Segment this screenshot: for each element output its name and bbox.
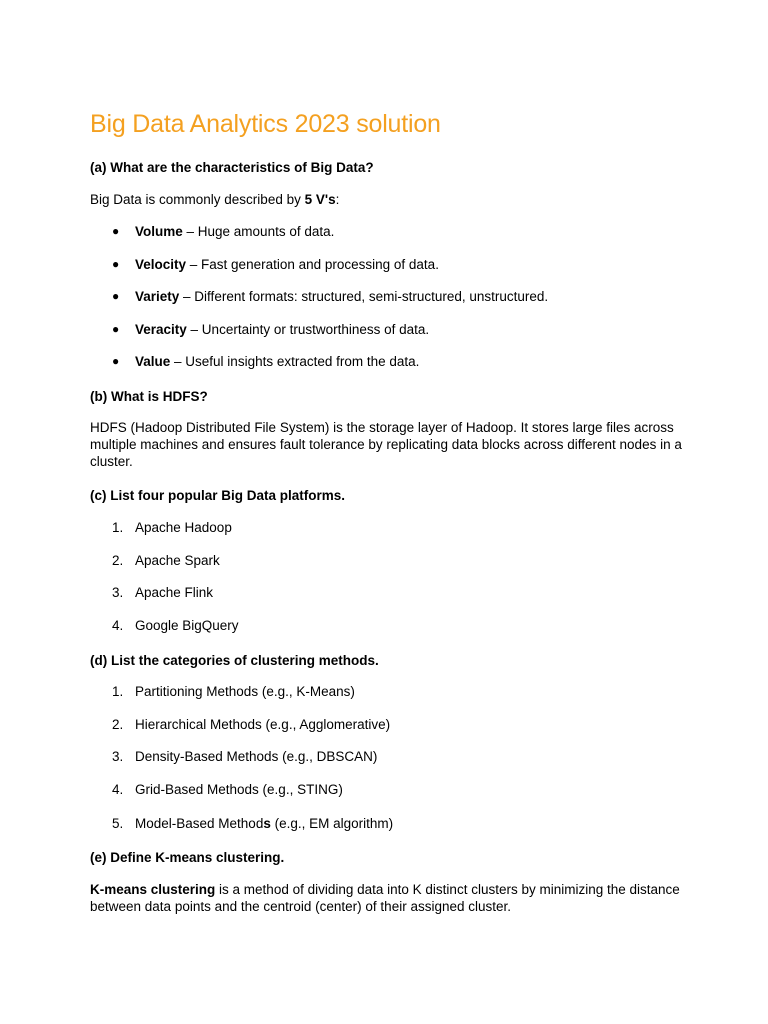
bullet-icon: ● xyxy=(112,289,120,303)
bullet-icon: ● xyxy=(112,224,120,238)
document-title: Big Data Analytics 2023 solution xyxy=(90,110,441,138)
answer-e: K-means clustering is a method of dividing data into K distinct clusters by minimizing the distance between data points and the centroid (center) of their assigned cluster. xyxy=(90,882,680,914)
document-page: Big Data Analytics 2023 solution (a) What are the characteristics of Big Data? Big Data is commonly described by 5 V's: ● Volume – Huge amounts of data. ● Velocity – Fast generation and processing of data. ● Variety – Different formats: structured, semi-structured, unstructured. ● Veracity – Uncertainty or trustworthiness of data. ● Value – Useful insights extracted from the data. (b) What is HDFS? HDFS (Hadoop Distributed File System) is the storage layer of Hadoop. It stores large files across multiple machines and ensures fault tolerance by replicating data blocks across different nodes in a cluster. (c) List four popular Big Data platforms. 1. Apache Hadoop 2. Apache Spark 3. Apache Flink 4. Google BigQuery (d) List the categories of clustering methods. 1. Partitioning Methods (e.g., K-Means) 2. Hierarchical Methods (e.g., Agglomerative) 3. Density-Based Methods (e.g., DBSCAN) 4. Grid-Based Methods (e.g., STING) 5. Model-Based Methods (e.g., EM algorithm) (e) Define K-means clustering. K-means clustering is a method of dividing data into K distinct clusters by minimizing the distance between data points and the centroid (center) of their assigned cluster. xyxy=(0,0,768,1024)
answer-a-intro: Big Data is commonly described by 5 V's: xyxy=(90,192,340,207)
question-d: (d) List the categories of clustering methods. xyxy=(90,653,379,668)
bullet-icon: ● xyxy=(112,322,120,336)
question-b: (b) What is HDFS? xyxy=(90,389,208,404)
answer-b: HDFS (Hadoop Distributed File System) is the storage layer of Hadoop. It stores large files across multiple machines and ensures fault tolerance by replicating data blocks across different nodes in a cluster. xyxy=(90,420,682,469)
bullet-icon: ● xyxy=(112,257,120,271)
question-c: (c) List four popular Big Data platforms. xyxy=(90,488,346,503)
question-e: (e) Define K-means clustering. xyxy=(90,850,285,865)
bullet-icon: ● xyxy=(112,354,120,368)
question-a: (a) What are the characteristics of Big Data? xyxy=(90,160,374,175)
